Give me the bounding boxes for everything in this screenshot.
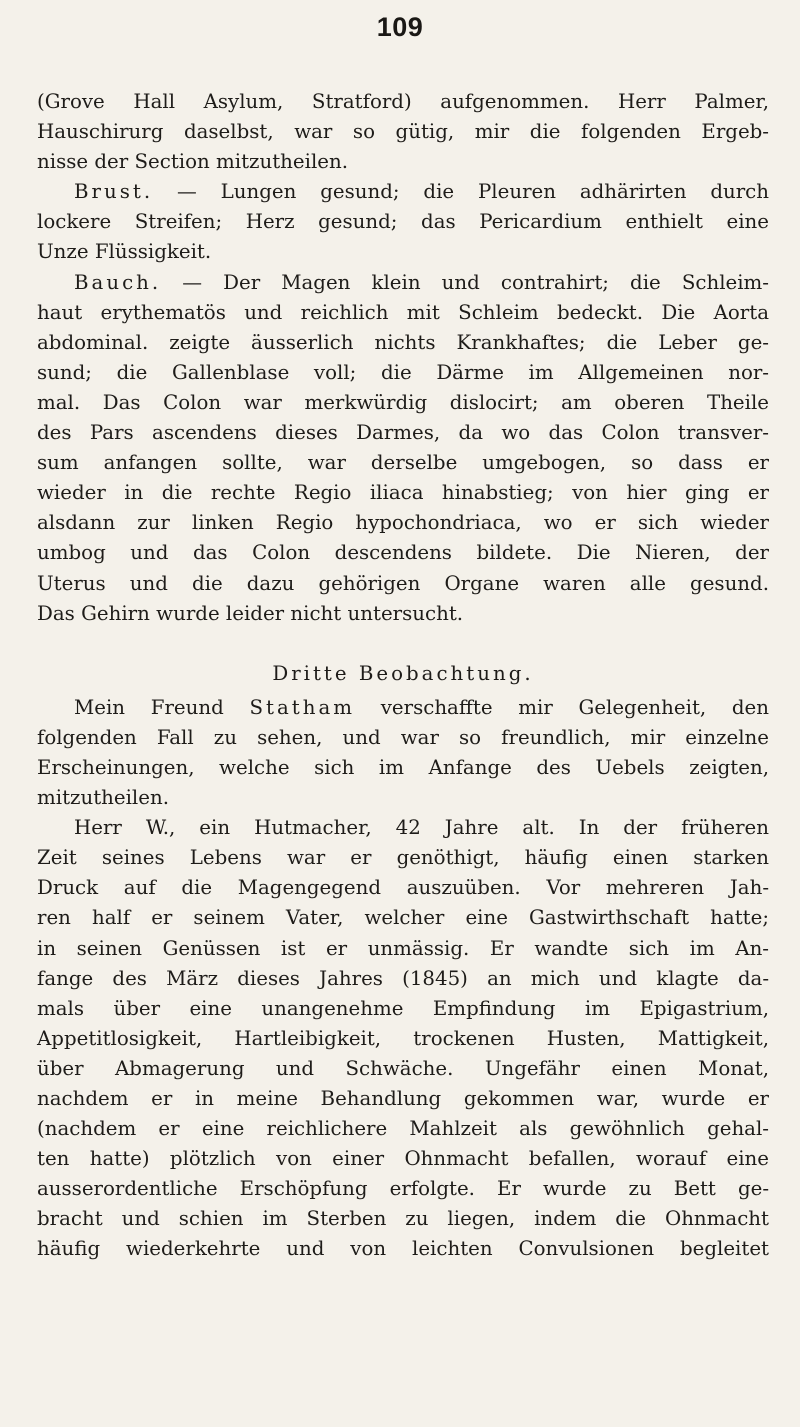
text-line: umbog und das Colon descendens bildete. Die Nieren, der <box>37 541 769 565</box>
text-line: mitzutheilen. <box>37 786 169 810</box>
text-line: folgenden Fall zu sehen, und war so freundlich, mir einzelne <box>37 725 769 749</box>
text-line: (Grove Hall Asylum, Stratford) aufgenommen. Herr Palmer, <box>37 90 769 113</box>
text-line: alsdann zur linken Regio hypochondriaca, wo er sich wieder <box>37 511 769 535</box>
text-line-start: Mein Freund <box>74 695 224 719</box>
text-line: Das Gehirn wurde leider nicht untersucht. <box>37 601 464 625</box>
text-line: mals über eine unangenehme Empfindung im Epigastrium, <box>37 996 769 1020</box>
text-line: sum anfangen sollte, war derselbe umgebogen, so dass er <box>37 451 769 475</box>
text-line: Herr W., ein Hutmacher, 42 Jahre alt. In der früheren <box>74 816 769 840</box>
text-line: Hauschirurg daselbst, war so gütig, mir die folgenden Ergeb- <box>37 120 769 144</box>
text-line <box>37 268 769 298</box>
section-term-bauch: Bauch. <box>74 270 162 294</box>
text-line: fange des März dieses Jahres (1845) an mich und klagte da- <box>37 966 769 990</box>
text-line: nisse der Section mitzutheilen. <box>37 150 349 174</box>
text-line: Unze Flüssigkeit. <box>37 240 212 264</box>
text-line: Uterus und die dazu gehörigen Organe waren alle gesund. <box>37 571 769 595</box>
text-line: häufig wiederkehrte und von leichten Convulsionen begleitet <box>37 1237 769 1261</box>
paragraph-case-w <box>37 813 769 1264</box>
text-line: bracht und schien im Sterben zu liegen, indem die Ohnmacht <box>37 1207 769 1231</box>
text-line: ausserordentliche Erschöpfung erfolgte. Er wurde zu Bett ge- <box>37 1177 769 1201</box>
text-line: Druck auf die Magengegend auszuüben. Vor mehreren Jah- <box>37 876 769 900</box>
person-name-statham: Statham <box>249 695 356 719</box>
text-line: des Pars ascendens dieses Darmes, da wo das Colon transver- <box>37 421 769 445</box>
paragraph-bauch <box>37 268 769 629</box>
section-term-brust: Brust. <box>74 180 154 204</box>
text-line-rest: — Der Magen klein und contrahirt; die Schleim- <box>182 270 769 294</box>
text-line-rest: verschaffte mir Gelegenheit, den <box>380 695 769 719</box>
text-line: Erscheinungen, welche sich im Anfange des Uebels zeigten, <box>37 755 769 779</box>
page-number: 109 <box>376 12 424 42</box>
text-line: Appetitlosigkeit, Hartleibigkeit, trockenen Husten, Mattigkeit, <box>37 1026 769 1050</box>
text-line: nachdem er in meine Behandlung gekommen war, wurde er <box>37 1087 769 1110</box>
text-line: abdominal. zeigte äusserlich nichts Krankhaftes; die Leber ge- <box>37 330 769 354</box>
text-line: wieder in die rechte Regio iliaca hinabstieg; von hier ging er <box>37 481 769 505</box>
section-heading: Dritte Beobachtung. <box>272 661 534 685</box>
text-line: (nachdem er eine reichlichere Mahlzeit als gewöhnlich gehal- <box>37 1117 769 1141</box>
text-line: Zeit seines Lebens war er genöthigt, häufig einen starken <box>37 846 769 870</box>
text-line: über Abmagerung und Schwäche. Ungefähr einen Monat, <box>37 1056 769 1080</box>
text-line-rest: — Lungen gesund; die Pleuren adhärirten durch <box>177 180 769 204</box>
body-text <box>37 87 769 1265</box>
paragraph-brust <box>37 177 769 267</box>
paragraph-asylum <box>37 87 769 177</box>
text-line: ten hatte) plötzlich von einer Ohnmacht befallen, worauf eine <box>37 1147 769 1171</box>
text-line: ren half er seinem Vater, welcher eine Gastwirthschaft hatte; <box>37 906 769 930</box>
paragraph-statham <box>37 693 769 813</box>
text-line: haut erythematös und reichlich mit Schleim bedeckt. Die Aorta <box>37 300 769 324</box>
text-line: in seinen Genüssen ist er unmässig. Er wandte sich im An- <box>37 936 769 960</box>
text-line: mal. Das Colon war merkwürdig dislocirt; am oberen Theile <box>37 390 769 414</box>
text-line <box>37 177 769 207</box>
text-line: sund; die Gallenblase voll; die Därme im Allgemeinen nor- <box>37 360 769 384</box>
text-line: lockere Streifen; Herz gesund; das Pericardium enthielt eine <box>37 210 769 234</box>
text-line <box>37 693 769 723</box>
